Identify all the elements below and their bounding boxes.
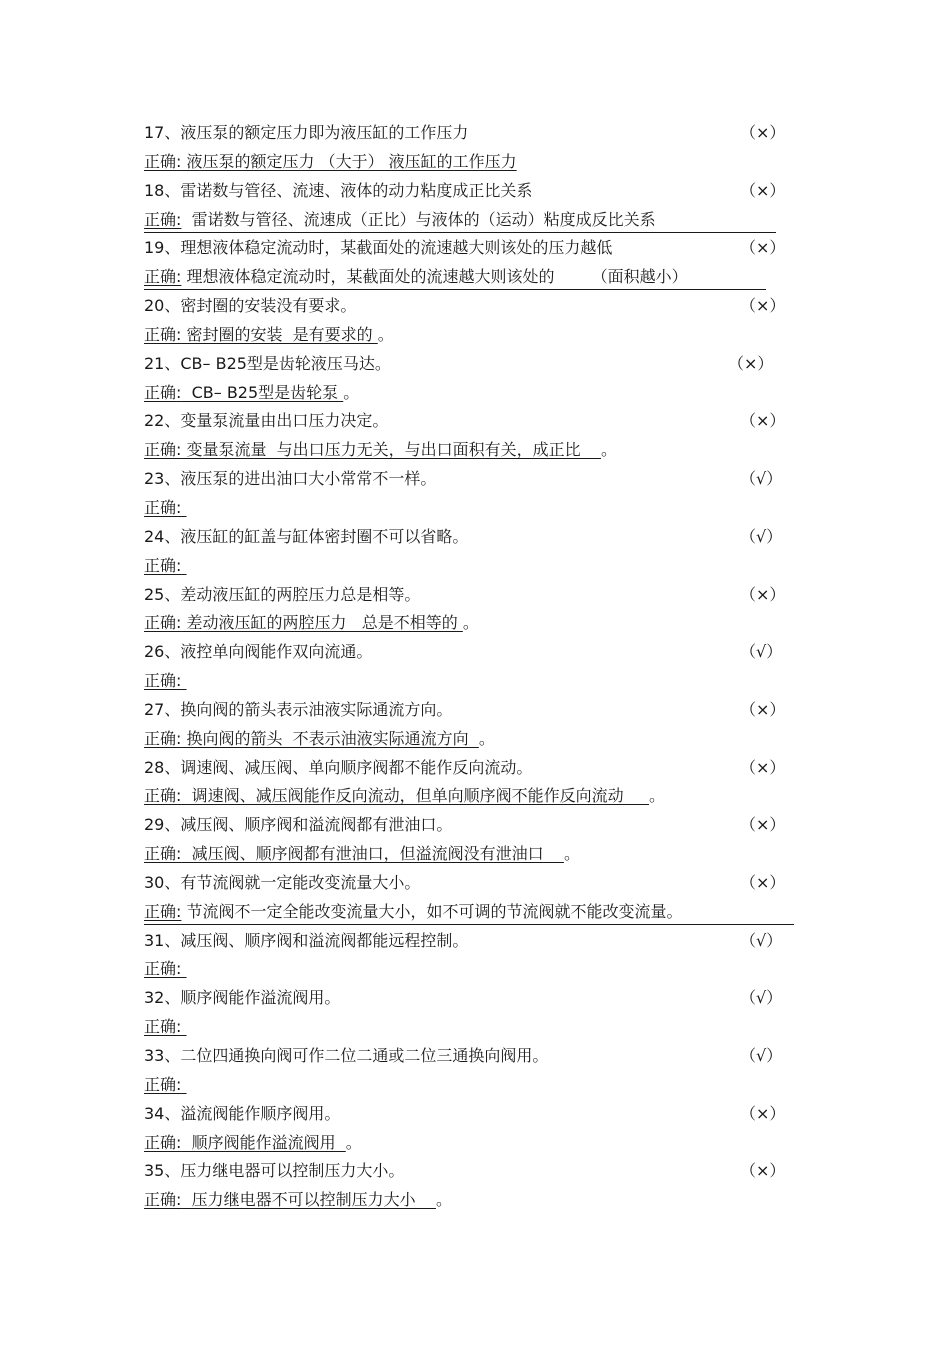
question-text: 28、调速阀、减压阀、单向顺序阀都不能作反向流动。	[144, 757, 533, 777]
correction-tail: 。	[601, 440, 618, 460]
correction-label: 正确:	[144, 267, 182, 287]
answer-mark: （×）	[740, 1161, 786, 1181]
correction-label: 正确:	[144, 209, 182, 229]
correction-text	[144, 840, 580, 869]
question-text: 31、减压阀、顺序阀和溢流阀都能远程控制。	[144, 930, 469, 950]
correction-label: 正确:	[144, 728, 182, 748]
answer-mark: （×）	[740, 411, 786, 431]
correction-text	[144, 148, 517, 177]
question-row	[144, 638, 794, 667]
answer-mark: （×）	[740, 872, 786, 892]
question-row	[144, 1157, 794, 1186]
question-text: 22、变量泵流量由出口压力决定。	[144, 411, 389, 431]
correction-row	[144, 840, 794, 869]
answer-mark: （√）	[740, 988, 783, 1008]
question-list	[144, 119, 794, 1215]
correction-text	[144, 1013, 187, 1042]
question-text: 23、液压泵的进出油口大小常常不一样。	[144, 469, 437, 489]
answer-mark: （√）	[740, 469, 783, 489]
question-row	[144, 811, 794, 840]
correction-label: 正确:	[144, 555, 182, 575]
correction-row	[144, 148, 794, 177]
answer-mark: （×）	[740, 815, 786, 835]
correction-label: 正确:	[144, 844, 182, 864]
question-row	[144, 177, 794, 206]
correction-label: 正确:	[144, 671, 182, 691]
correction-label: 正确:	[144, 613, 182, 633]
answer-mark: （×）	[740, 123, 786, 142]
question-text: 21、CB– B25型是齿轮液压马达。	[144, 353, 391, 373]
correction-row	[144, 552, 794, 581]
correction-body	[181, 959, 186, 978]
correction-label: 正确:	[144, 497, 182, 517]
correction-label: 正确:	[144, 1132, 182, 1152]
correction-body: 减压阀、顺序阀都有泄油口，但溢流阀没有泄油口	[181, 844, 564, 864]
question-row	[144, 581, 794, 610]
question-row	[144, 292, 794, 321]
correction-body: 液压泵的额定压力 （大于） 液压缸的工作压力	[181, 151, 517, 171]
correction-row	[144, 436, 794, 465]
correction-tail: 。	[343, 382, 360, 402]
correction-tail: 。	[377, 324, 394, 344]
question-row	[144, 1100, 794, 1129]
correction-text	[144, 552, 187, 581]
correction-body: 压力继电器不可以控制压力大小	[181, 1190, 436, 1210]
correction-text	[144, 955, 187, 984]
question-row	[144, 523, 794, 552]
answer-mark: （√）	[740, 642, 783, 662]
correction-row	[144, 898, 794, 927]
question-text: 34、溢流阀能作顺序阀用。	[144, 1103, 341, 1123]
question-row	[144, 119, 794, 148]
correction-underline	[144, 263, 766, 290]
correction-text	[144, 379, 359, 408]
correction-row	[144, 609, 794, 638]
correction-label: 正确:	[144, 1017, 182, 1037]
question-text: 25、差动液压缸的两腔压力总是相等。	[144, 584, 421, 604]
correction-label: 正确:	[144, 1074, 182, 1094]
correction-body: 变量泵流量 与出口压力无关，与出口面积有关，成正比	[181, 440, 602, 460]
correction-tail: 。	[563, 844, 580, 864]
question-text: 32、顺序阀能作溢流阀用。	[144, 988, 341, 1008]
correction-text	[144, 609, 479, 638]
question-text: 33、二位四通换向阀可作二位二通或二位三通换向阀用。	[144, 1046, 549, 1065]
correction-row	[144, 1186, 794, 1215]
correction-row	[144, 379, 794, 408]
correction-row	[144, 1013, 794, 1042]
question-row	[144, 234, 794, 263]
question-text: 24、液压缸的缸盖与缸体密封圈不可以省略。	[144, 526, 469, 546]
question-text: 30、有节流阀就一定能改变流量大小。	[144, 872, 421, 892]
correction-body	[181, 556, 186, 575]
correction-body: 节流阀不一定全能改变流量大小，如不可调的节流阀就不能改变流量。	[181, 901, 683, 921]
correction-body	[181, 1017, 186, 1036]
correction-row	[144, 494, 794, 523]
answer-mark: （√）	[740, 930, 783, 950]
answer-mark: （×）	[728, 353, 774, 373]
correction-text	[144, 782, 665, 811]
correction-text	[144, 1129, 362, 1158]
question-text: 29、减压阀、顺序阀和溢流阀都有泄油口。	[144, 815, 453, 835]
question-row	[144, 754, 794, 783]
question-text: 35、压力继电器可以控制压力大小。	[144, 1161, 405, 1181]
question-row	[144, 350, 794, 379]
question-text: 26、液控单向阀能作双向流通。	[144, 642, 373, 662]
correction-label: 正确:	[144, 901, 182, 921]
correction-text	[144, 494, 187, 523]
correction-label: 正确:	[144, 786, 182, 806]
answer-mark: （√）	[740, 1046, 783, 1065]
correction-row	[144, 782, 794, 811]
question-row	[144, 1042, 794, 1071]
correction-tail: 。	[345, 1132, 362, 1152]
answer-mark: （×）	[740, 180, 786, 200]
correction-row	[144, 1071, 794, 1100]
answer-mark: （×）	[740, 699, 786, 719]
correction-text	[144, 725, 495, 754]
correction-body: 差动液压缸的两腔压力 总是不相等的	[181, 613, 463, 633]
question-row	[144, 869, 794, 898]
answer-mark: （√）	[740, 526, 783, 546]
question-row	[144, 927, 794, 956]
correction-text	[144, 1071, 187, 1100]
question-text: 17、液压泵的额定压力即为液压缸的工作压力	[144, 123, 469, 142]
correction-label: 正确:	[144, 151, 182, 171]
correction-underline	[144, 206, 776, 233]
correction-underline	[144, 898, 794, 925]
correction-body: 雷诺数与管径、流速成（正比）与液体的（运动）粘度成反比关系	[181, 209, 656, 229]
correction-body: 理想液体稳定流动时，某截面处的流速越大则该处的 （面积越小）	[181, 267, 688, 287]
question-row	[144, 407, 794, 436]
correction-row	[144, 725, 794, 754]
correction-text	[144, 1186, 452, 1215]
correction-text	[144, 321, 394, 350]
correction-tail: 。	[649, 786, 666, 806]
correction-tail: 。	[478, 728, 495, 748]
correction-row	[144, 667, 794, 696]
correction-label: 正确:	[144, 440, 182, 460]
correction-body: 密封圈的安装 是有要求的	[181, 324, 378, 344]
correction-row	[144, 321, 794, 350]
correction-body: CB– B25型是齿轮泵	[181, 382, 344, 402]
correction-row	[144, 1129, 794, 1158]
question-text: 20、密封圈的安装没有要求。	[144, 296, 357, 316]
answer-mark: （×）	[740, 757, 786, 777]
answer-mark: （×）	[740, 584, 786, 604]
correction-body: 顺序阀能作溢流阀用	[181, 1132, 346, 1152]
correction-label: 正确:	[144, 1190, 182, 1210]
correction-text	[144, 667, 187, 696]
correction-body	[181, 1075, 186, 1094]
question-text: 19、理想液体稳定流动时，某截面处的流速越大则该处的压力越低	[144, 238, 613, 258]
answer-mark: （×）	[740, 296, 786, 316]
correction-tail: 。	[462, 613, 479, 633]
correction-label: 正确:	[144, 324, 182, 344]
correction-body	[181, 671, 186, 690]
correction-label: 正确:	[144, 959, 182, 979]
answer-mark: （×）	[740, 1103, 786, 1123]
question-text: 18、雷诺数与管径、流速、液体的动力粘度成正比关系	[144, 180, 533, 200]
correction-text	[144, 436, 617, 465]
correction-label: 正确:	[144, 382, 182, 402]
question-row	[144, 984, 794, 1013]
correction-row	[144, 955, 794, 984]
answer-mark: （×）	[740, 238, 786, 258]
correction-row	[144, 263, 794, 292]
question-row	[144, 465, 794, 494]
question-text: 27、换向阀的箭头表示油液实际通流方向。	[144, 699, 453, 719]
correction-body	[181, 498, 186, 517]
correction-row	[144, 206, 794, 235]
correction-body: 调速阀、减压阀能作反向流动，但单向顺序阀不能作反向流动	[181, 786, 650, 806]
correction-body: 换向阀的箭头 不表示油液实际通流方向	[181, 728, 479, 748]
correction-tail: 。	[435, 1190, 452, 1210]
question-row	[144, 696, 794, 725]
